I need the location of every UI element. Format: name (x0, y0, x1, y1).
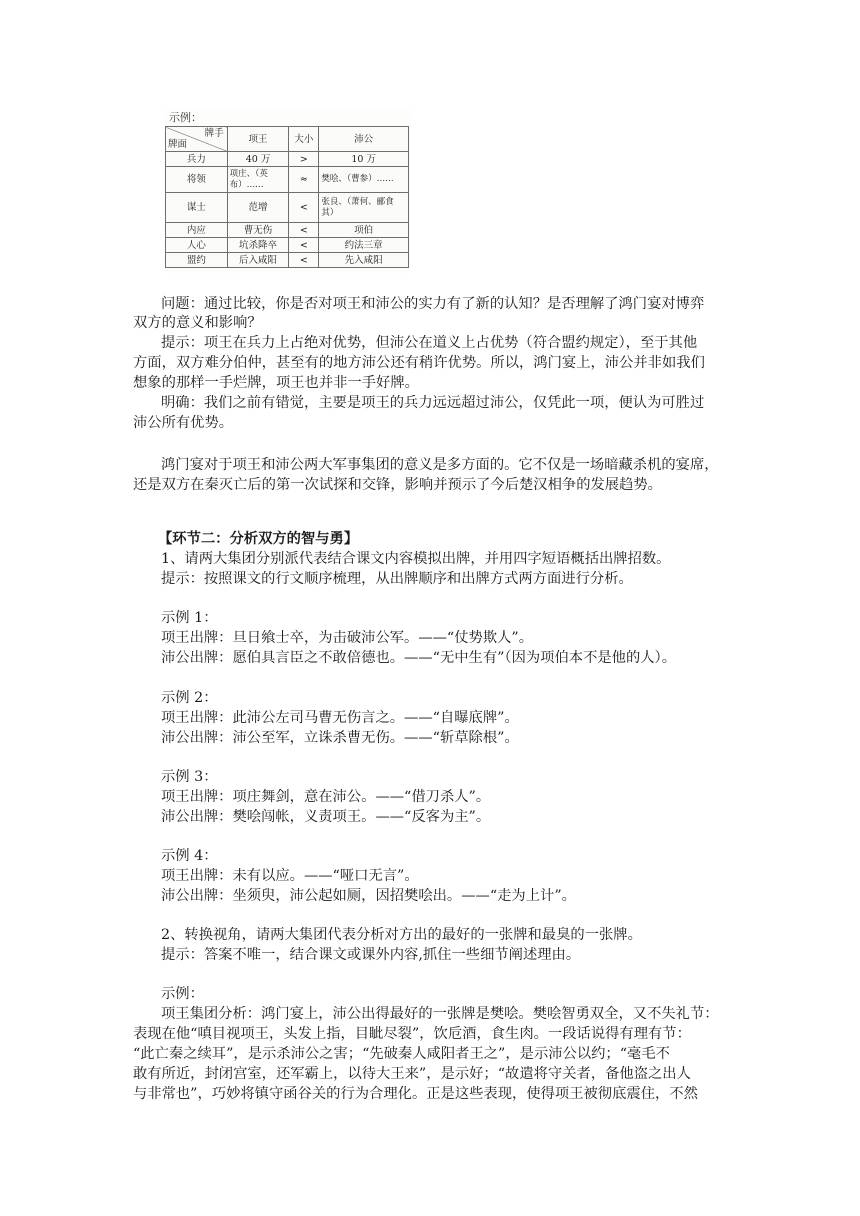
row-compare: ≈ (289, 167, 319, 193)
row-label: 将领 (166, 167, 228, 193)
task-2: 2、转换视角，请两大集团代表分析对方出的最好的一张牌和最臭的一张牌。 (161, 927, 642, 943)
row-pei: 10 万 (319, 152, 409, 167)
example-1-label: 示例 1： (161, 610, 218, 626)
example-3-pei: 沛公出牌：樊哙闯帐，义责项王。——“反客为主”。 (161, 809, 491, 825)
table-row (166, 238, 409, 253)
example-2-pei: 沛公出牌：沛公至军，立诛杀曹无伤。——“斩草除根”。 (161, 730, 519, 746)
table-corner-cell (166, 127, 228, 152)
task-1: 1、请两大集团分别派代表结合课文内容模拟出牌，并用四字短语概括出牌招数。 (161, 551, 671, 567)
table-header-row (166, 127, 409, 152)
table-row (166, 193, 409, 223)
row-xiang: 后入咸阳 (227, 253, 289, 268)
row-pei: 张良、（萧何、郦食其） (319, 193, 409, 223)
row-compare: > (289, 152, 319, 167)
header-xiang: 项王 (227, 127, 289, 152)
comparison-table (165, 126, 409, 268)
table-row (166, 253, 409, 268)
analysis-line-1: 项王集团分析：鸿门宴上，沛公出得最好的一张牌是樊哙。樊哙智勇双全，又不失礼节： (161, 1006, 719, 1022)
example-4-label: 示例 4： (161, 848, 218, 864)
example-4-pei: 沛公出牌：坐须臾，沛公起如厕，因招樊哙出。——“走为上计”。 (161, 888, 576, 904)
row-label: 人心 (166, 238, 228, 253)
row-xiang: 范增 (227, 193, 289, 223)
example-1-xiang: 项王出牌：旦日飨士卒，为击破沛公军。——“仗势欺人”。 (161, 630, 534, 646)
hint-line-3: 想象的那样一手烂牌，项王也并非一手好牌。 (133, 375, 419, 391)
analysis-line-2: 表现在他“嗔目视项王，头发上指，目眦尽裂”，饮卮酒，食生肉。一段话说得有理有节： (133, 1026, 691, 1042)
analysis-line-5: 与非常也”，巧妙将镇守函谷关的行为合理化。正是这些表现，使得项王被彻底震住，不然 (133, 1086, 698, 1102)
section-heading: 【环节二：分析双方的智与勇】 (158, 531, 359, 547)
task-2-hint: 提示：答案不唯一，结合课文或课外内容,抓住一些细节阐述理由。 (161, 947, 581, 963)
summary-line-1: 鸿门宴对于项王和沛公两大军事集团的意义是多方面的。它不仅是一场暗藏杀机的宴席， (161, 457, 719, 473)
example-1-pei: 沛公出牌：愿伯具言臣之不敢倍德也。——“无中生有”（因为项伯本不是他的人）。 (161, 650, 677, 666)
row-label: 谋士 (166, 193, 228, 223)
row-xiang: 坑杀降卒 (227, 238, 289, 253)
example-3-xiang: 项王出牌：项庄舞剑，意在沛公。——“借刀杀人”。 (161, 789, 491, 805)
row-xiang: 曹无伤 (227, 223, 289, 238)
comparison-table-figure (165, 108, 411, 273)
row-label: 内应 (166, 223, 228, 238)
row-compare: < (289, 253, 319, 268)
table-row (166, 223, 409, 238)
row-label: 盟约 (166, 253, 228, 268)
row-pei: 樊哙、（曹参）…… (319, 167, 409, 193)
corner-top-label: 牌手 (204, 128, 224, 139)
summary-line-2: 还是双方在秦灭亡后的第一次试探和交锋，影响并预示了今后楚汉相争的发展趋势。 (133, 477, 662, 493)
table-row (166, 167, 409, 193)
row-pei: 约法三章 (319, 238, 409, 253)
header-compare: 大小 (289, 127, 319, 152)
row-pei: 先入咸阳 (319, 253, 409, 268)
example-label: 示例： (161, 986, 204, 1002)
question-line-2: 双方的意义和影响？ (133, 315, 262, 331)
table-row (166, 152, 409, 167)
clarify-line-2: 沛公所有优势。 (133, 415, 234, 431)
analysis-line-4: 敢有所近，封闭宫室，还军霸上，以待大王来”，是示好；“故遣将守关者，备他盗之出人 (133, 1066, 691, 1082)
example-4-xiang: 项王出牌：未有以应。——“哑口无言”。 (161, 868, 419, 884)
row-pei: 项伯 (319, 223, 409, 238)
figure-caption: 示例： (169, 111, 202, 124)
row-compare: < (289, 193, 319, 223)
task-1-hint: 提示：按照课文的行文顺序梳理，从出牌顺序和出牌方式两方面进行分析。 (161, 571, 633, 587)
question-line-1: 问题：通过比较，你是否对项王和沛公的实力有了新的认知？是否理解了鸿门宴对博弈 (161, 296, 705, 312)
hint-line-1: 提示：项王在兵力上占绝对优势，但沛公在道义上占优势（符合盟约规定），至于其他 (161, 335, 698, 351)
row-xiang: 40 万 (227, 152, 289, 167)
row-compare: < (289, 238, 319, 253)
analysis-line-3: “此亡秦之续耳”，是示杀沛公之害；“先破秦人咸阳者王之”，是示沛公以约；“毫毛不 (133, 1046, 670, 1062)
row-label: 兵力 (166, 152, 228, 167)
header-pei: 沛公 (319, 127, 409, 152)
hint-line-2: 方面，双方难分伯仲，甚至有的地方沛公还有稍许优势。所以，鸿门宴上，沛公并非如我们 (133, 355, 705, 371)
example-3-label: 示例 3： (161, 769, 218, 785)
row-xiang: 项庄、（英布）…… (227, 167, 289, 193)
example-2-xiang: 项王出牌：此沛公左司马曹无伤言之。——“自曝底牌”。 (161, 710, 519, 726)
corner-bottom-label: 牌面 (168, 139, 188, 150)
clarify-line-1: 明确：我们之前有错觉，主要是项王的兵力远远超过沛公，仅凭此一项，便认为可胜过 (161, 395, 705, 411)
example-2-label: 示例 2： (161, 690, 218, 706)
row-compare: < (289, 223, 319, 238)
